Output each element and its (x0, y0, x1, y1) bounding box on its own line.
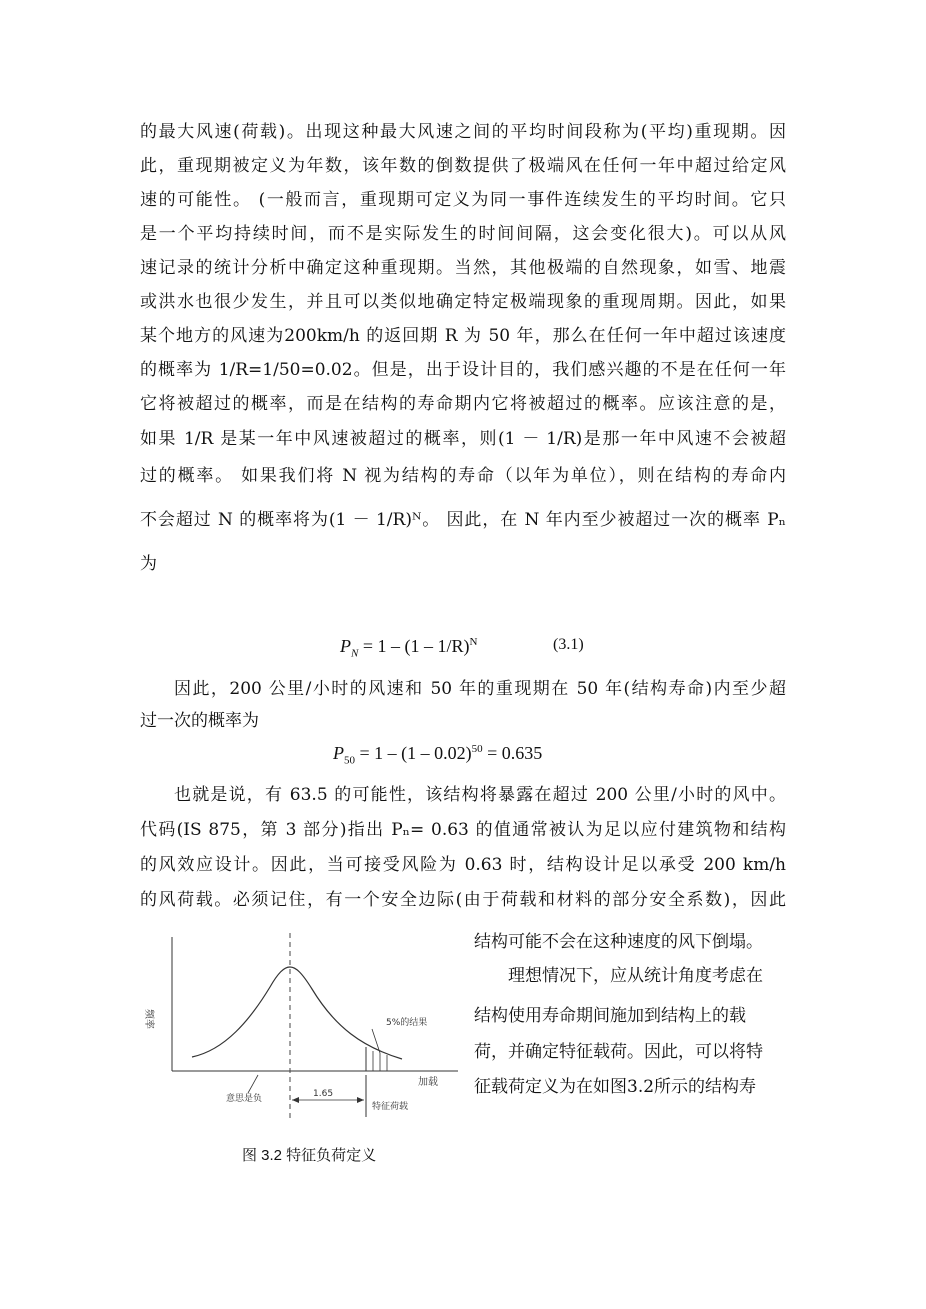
text-line: 也就是说，有 63.5 的可能性，该结构将暴露在超过 200 公里/小时的风中。 (174, 785, 786, 805)
x-axis-label: 加载 (418, 1077, 438, 1088)
figure-caption: 图 3.2 特征负荷定义 (242, 1147, 377, 1164)
text-line: 因此，200 公里/小时的风速和 50 年的重现期在 50 年(结构寿命)内至少超 (174, 679, 786, 699)
equation-p50: $P_{50} = 1 - (1 - 0.02)^{50} = 0.635$ (333, 743, 543, 767)
text-line: 它将被超过的概率，而是在结构的寿命期内它将被超过的概率。应该注意的是， (140, 394, 786, 414)
text-line: 结构可能不会在这种速度的风下倒塌。 (474, 932, 763, 952)
text-line: 荷，并确定特征载荷。因此，可以将特 (474, 1042, 763, 1062)
text-line: 如果 1/R 是某一年中风速被超过的概率，则(1 － 1/R)是那一年中风速不会被超 (140, 429, 786, 449)
text-line: 速的可能性。 (一般而言，重现期可定义为同一事件连续发生的平均时间。它只 (140, 190, 786, 210)
y-axis-label: 频率 (143, 1009, 154, 1029)
text-line: 此，重现期被定义为年数，该年数的倒数提供了极端风在任何一年中超过给定风 (140, 156, 786, 176)
text-line: 或洪水也很少发生，并且可以类似地确定特定极端现象的重现周期。因此，如果 (140, 292, 786, 312)
text-line: 的最大风速(荷载)。出现这种最大风速之间的平均时间段称为(平均)重现期。因 (140, 122, 786, 142)
text-line: 为 (140, 554, 157, 574)
text-line: 的风荷载。必须记住，有一个安全边际(由于荷载和材料的部分安全系数)，因此 (140, 890, 786, 910)
label-5pct: 5%的结果 (386, 1018, 428, 1028)
label-mean: 意思是负 (226, 1094, 263, 1104)
text-line: 代码(IS 875，第 3 部分)指出 Pₙ= 0.63 的值通常被认为足以应付建筑物和结构 (140, 820, 786, 840)
text-line: 是一个平均持续时间，而不是实际发生的时间间隔，这会变化很大)。可以从风 (140, 224, 786, 244)
equation-number: (3.1) (553, 636, 584, 653)
equation-3-1: $P_N = 1 - (1 - 1/R)^N$ (340, 636, 478, 660)
text-line: 不会超过 N 的概率将为(1 － 1/R)ᴺ。 因此，在 N 年内至少被超过一次的概率 Pₙ (140, 510, 786, 530)
arrow-head-right (357, 1097, 364, 1103)
arrow-head-left (292, 1097, 299, 1103)
text-line: 过一次的概率为 (140, 711, 259, 731)
text-line: 的风效应设计。因此，当可接受风险为 0.63 时，结构设计足以承受 200 km/h (140, 855, 786, 875)
text-line: 过的概率。 如果我们将 N 视为结构的寿命（以年为单位），则在结构的寿命内 (140, 466, 786, 486)
label-char-load: 特征荷载 (372, 1102, 409, 1112)
text-line: 结构使用寿命期间施加到结构上的载 (474, 1006, 746, 1026)
text-line: 理想情况下，应从统计角度考虑在 (508, 966, 763, 986)
text-line: 某个地方的风速为200km/h 的返回期 R 为 50 年，那么在任何一年中超过该速度 (140, 326, 786, 346)
figure-3-2 (140, 925, 460, 1125)
text-line: 的概率为 1/R=1/50=0.02。但是，出于设计目的，我们感兴趣的不是在任何一年 (140, 360, 786, 380)
text-line: 速记录的统计分析中确定这种重现期。当然，其他极端的自然现象，如雪、地震 (140, 258, 786, 278)
mean-pointer (248, 1075, 258, 1093)
distribution-curve (192, 967, 402, 1059)
text-line: 征载荷定义为在如图3.2所示的结构寿 (474, 1077, 757, 1097)
label-1-65: 1.65 (313, 1089, 334, 1099)
